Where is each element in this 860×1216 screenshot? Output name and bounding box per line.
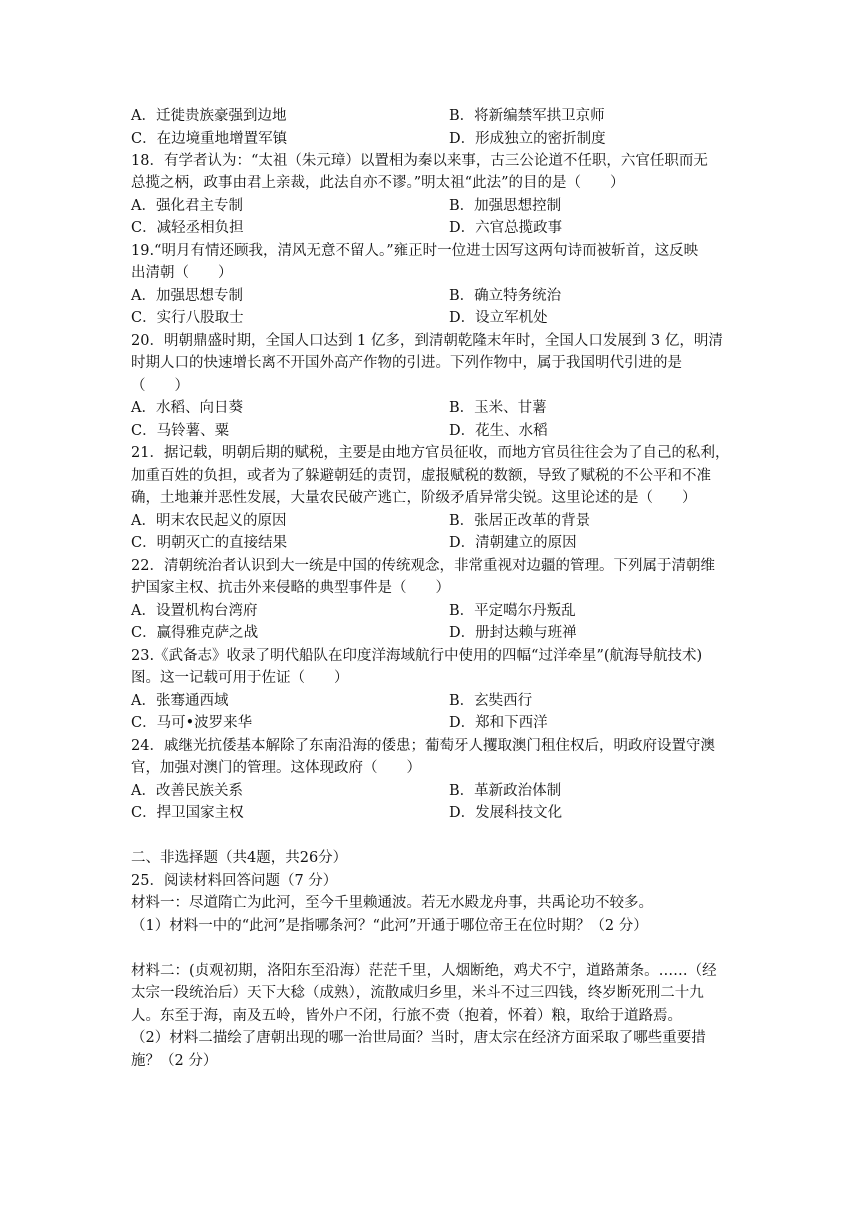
q18-stem-line-1: 18．有学者认为：“太祖（朱元璋）以置相为秦以来事，古三公论道不任职，六官任职而无: [131, 153, 708, 169]
q23-option-b: B．玄奘西行: [449, 693, 533, 709]
q25-subquestion-1: （1）材料一中的“此河”是指哪条河？“此河”开通于哪位帝王在位时期？（2 分）: [131, 918, 648, 934]
q18-option-a: A．强化君主专制: [131, 198, 243, 214]
q17-option-a: A．迁徙贵族豪强到边地: [131, 108, 287, 124]
q24-stem-line-2: 官，加强对澳门的管理。这体现政府（ ）: [131, 760, 421, 776]
q20-option-c: C．马铃薯、粟: [131, 423, 230, 439]
q21-option-b: B．张居正改革的背景: [449, 513, 591, 529]
q19-stem-line-1: 19.“明月有情还顾我，清风无意不留人。”雍正时一位进士因写这两句诗而被斩首，这反映: [131, 243, 699, 259]
q23-stem-line-2: 图。这一记载可用于佐证（ ）: [131, 670, 349, 686]
q23-option-d: D．郑和下西洋: [449, 715, 548, 731]
q21-option-d: D．清朝建立的原因: [449, 535, 577, 551]
q21-option-a: A．明末农民起义的原因: [131, 513, 287, 529]
q17-option-b: B．将新编禁军拱卫京师: [449, 108, 605, 124]
q21-stem-line-1: 21．据记载，明朝后期的赋税，主要是由地方官员征收，而地方官员往往会为了自己的私利，: [131, 445, 730, 461]
q22-stem-line-2: 护国家主权、抗击外来侵略的典型事件是（ ）: [131, 580, 450, 596]
section-heading: 二、非选择题（共4题，共26分）: [131, 850, 348, 866]
q20-option-b: B．玉米、甘薯: [449, 400, 547, 416]
q24-option-d: D．发展科技文化: [449, 805, 563, 821]
q18-option-c: C．减轻丞相负担: [131, 220, 244, 236]
q19-option-d: D．设立军机处: [449, 310, 548, 326]
q22-option-d: D．册封达赖与班禅: [449, 625, 577, 641]
q18-option-d: D．六官总揽政事: [449, 220, 563, 236]
q20-option-a: A．水稻、向日葵: [131, 400, 243, 416]
q21-stem-line-2: 加重百姓的负担，或者为了躲避朝廷的责罚，虚报赋税的数额，导致了赋税的不公平和不准: [131, 468, 711, 484]
q19-option-a: A．加强思想专制: [131, 288, 243, 304]
q19-option-b: B．确立特务统治: [449, 288, 562, 304]
q24-option-c: C．捍卫国家主权: [131, 805, 244, 821]
q20-stem-line-3: （ ）: [131, 378, 189, 394]
q20-stem-line-2: 时期人口的快速增长离不开国外高产作物的引进。下列作物中，属于我国明代引进的是: [131, 355, 682, 371]
q24-option-a: A．改善民族关系: [131, 783, 243, 799]
q22-option-a: A．设置机构台湾府: [131, 603, 258, 619]
q17-option-d: D．形成独立的密折制度: [449, 131, 606, 147]
q25-material-two-line-1: 材料二：(贞观初期，洛阳东至沿海）茫茫千里，人烟断绝，鸡犬不宁，道路萧条。……（经: [131, 963, 717, 979]
q21-stem-line-3: 确，土地兼并恶性发展，大量农民破产逃亡，阶级矛盾异常尖锐。这里论述的是（ ）: [131, 490, 697, 506]
q23-stem-line-1: 23.《武备志》收录了明代船队在印度洋海域航行中使用的四幅“过洋牵星”(航海导航技术): [131, 648, 703, 664]
q21-option-c: C．明朝灭亡的直接结果: [131, 535, 288, 551]
q23-option-a: A．张骞通西域: [131, 693, 229, 709]
q25-subquestion-2-line-2: 施？（2 分）: [131, 1053, 218, 1069]
q25-material-one: 材料一：尽道隋亡为此河，至今千里赖通波。若无水殿龙舟事，共禹论功不较多。: [131, 895, 653, 911]
q18-stem-line-2: 总揽之柄，政事由君上亲裁，此法自亦不谬。”明太祖“此法”的目的是（ ）: [131, 175, 625, 191]
q24-stem-line-1: 24．戚继光抗倭基本解除了东南沿海的倭患；葡萄牙人攫取澳门租住权后，明政府设置守澳: [131, 738, 715, 754]
q22-option-c: C．赢得雅克萨之战: [131, 625, 259, 641]
q20-option-d: D．花生、水稻: [449, 423, 548, 439]
q19-stem-line-2: 出清朝（ ）: [131, 265, 233, 281]
q25-title: 25．阅读材料回答问题（7 分）: [131, 873, 338, 889]
q22-option-b: B．平定噶尔丹叛乱: [449, 603, 576, 619]
q18-option-b: B．加强思想控制: [449, 198, 562, 214]
q20-stem-line-1: 20．明朝鼎盛时期，全国人口达到 1 亿多，到清朝乾隆末年时，全国人口发展到 3 亿，明清: [131, 333, 723, 349]
q25-material-two-line-3: 人。东至于海，南及五岭，皆外户不闭，行旅不赍（抱着，怀着）粮，取给于道路焉。: [131, 1008, 682, 1024]
q25-subquestion-2-line-1: （2）材料二描绘了唐朝出现的哪一治世局面？当时，唐太宗在经济方面采取了哪些重要措: [131, 1030, 706, 1046]
q22-stem-line-1: 22．清朝统治者认识到大一统是中国的传统观念，非常重视对边疆的管理。下列属于清朝维: [131, 558, 715, 574]
q24-option-b: B．革新政治体制: [449, 783, 562, 799]
q23-option-c: C．马可•波罗来华: [131, 715, 253, 731]
q17-option-c: C．在边境重地增置军镇: [131, 131, 288, 147]
q25-material-two-line-2: 太宗一段统治后）天下大稔（成熟），流散咸归乡里，米斗不过三四钱，终岁断死刑二十九: [131, 985, 704, 1001]
q19-option-c: C．实行八股取士: [131, 310, 244, 326]
